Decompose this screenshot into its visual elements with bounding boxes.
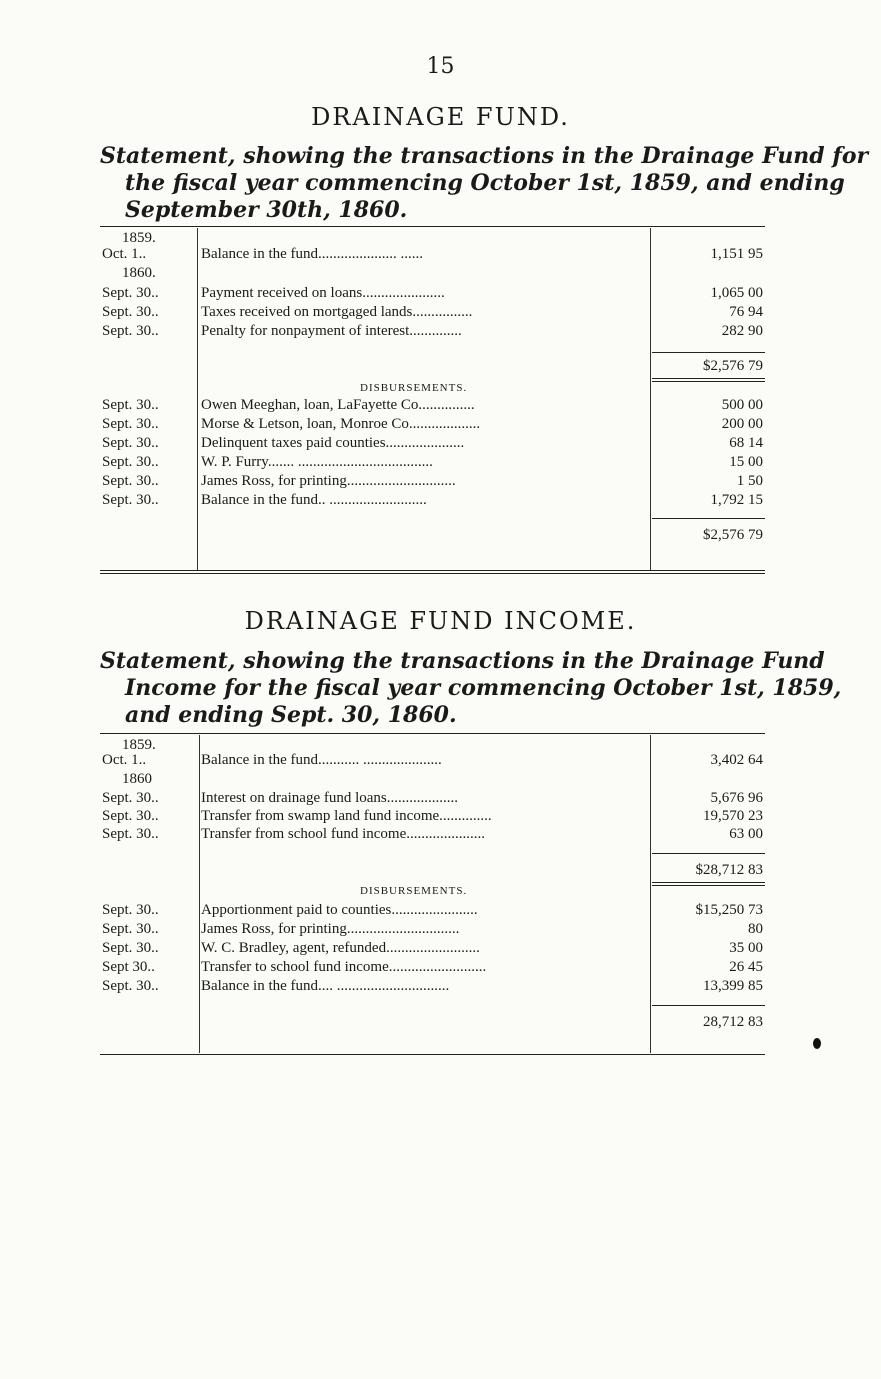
row-description: Transfer from swamp land fund income..............: [201, 808, 492, 824]
row-description: Balance in the fund.. ..........................: [201, 492, 427, 508]
row-description: W. P. Furry....... ....................................: [201, 454, 433, 470]
row-date: Sept. 30..: [102, 978, 159, 994]
row-description: W. C. Bradley, agent, refunded.........................: [201, 940, 480, 956]
ledger-row: [100, 285, 765, 303]
row-date: Sept. 30..: [102, 454, 159, 470]
ledger-row: [100, 304, 765, 322]
section-bottom-rule: [100, 573, 765, 574]
row-amount: 63 00: [729, 826, 763, 842]
row-description: Balance in the fund..................... ......: [201, 246, 424, 262]
row-description: Balance in the fund........... .....................: [201, 752, 442, 768]
row-date: Sept. 30..: [102, 492, 159, 508]
receipts-total: $2,576 79: [703, 358, 763, 374]
disbursements-label: DISBURSEMENTS.: [360, 885, 468, 897]
section-heading-drainage-fund-income: DRAINAGE FUND INCOME.: [244, 607, 637, 635]
row-date: Sept. 30..: [102, 902, 159, 918]
year-label: 1860: [122, 771, 152, 787]
section-heading-drainage-fund: DRAINAGE FUND.: [311, 103, 570, 131]
row-description: Payment received on loans......................: [201, 285, 445, 301]
row-description: Balance in the fund.... ..............................: [201, 978, 450, 994]
row-amount: 5,676 96: [710, 790, 763, 806]
ledger-row: [100, 752, 765, 770]
row-amount: 3,402 64: [710, 752, 763, 768]
row-description: James Ross, for printing..............................: [201, 921, 460, 937]
row-amount: 282 90: [721, 323, 763, 339]
column-divider: [650, 735, 651, 1053]
row-amount: 15 00: [729, 454, 763, 470]
sum-rule: [652, 381, 765, 382]
disbursements-total: 28,712 83: [703, 1014, 763, 1030]
ledger-table-drainage-fund-income: [100, 735, 765, 1053]
row-description: Taxes received on mortgaged lands................: [201, 304, 473, 320]
row-date: Sept. 30..: [102, 826, 159, 842]
row-amount: 76 94: [729, 304, 763, 320]
row-date: Sept 30..: [102, 959, 155, 975]
row-date: Sept. 30..: [102, 921, 159, 937]
sum-rule: [652, 1005, 765, 1006]
row-amount: 35 00: [729, 940, 763, 956]
ink-speck: [813, 1038, 821, 1049]
ledger-row: [100, 473, 765, 491]
row-amount: 68 14: [729, 435, 763, 451]
row-date: Sept. 30..: [102, 790, 159, 806]
section-bottom-rule: [100, 570, 765, 571]
row-date: Sept. 30..: [102, 285, 159, 301]
statement-caption: [100, 143, 869, 224]
row-amount: $15,250 73: [695, 902, 763, 918]
ledger-row: [100, 492, 765, 510]
sum-rule: [652, 853, 765, 854]
sum-rule: [652, 378, 765, 379]
statement-line: Statement, showing the transactions in the Drainage Fund for: [100, 143, 869, 169]
disbursements-total: $2,576 79: [703, 527, 763, 543]
ledger-row: [100, 246, 765, 264]
row-date: Oct. 1..: [102, 246, 147, 262]
row-amount: 19,570 23: [703, 808, 763, 824]
row-amount: 500 00: [721, 397, 763, 413]
ledger-row: [100, 454, 765, 472]
ledger-row: [100, 808, 765, 826]
row-amount: 1 50: [736, 473, 763, 489]
ledger-row: [100, 940, 765, 958]
ledger-row: [100, 959, 765, 977]
statement-line: Income for the fiscal year commencing October 1st, 1859,: [125, 675, 842, 701]
row-amount: 80: [748, 921, 763, 937]
ledger-row: [100, 902, 765, 920]
row-description: Delinquent taxes paid counties.....................: [201, 435, 465, 451]
row-amount: 200 00: [721, 416, 763, 432]
statement-caption: [100, 648, 842, 729]
statement-line: the fiscal year commencing October 1st, 1859, and ending: [125, 170, 845, 196]
sum-rule: [652, 518, 765, 519]
row-amount: 1,065 00: [710, 285, 763, 301]
page-number: 15: [426, 54, 455, 79]
row-description: Interest on drainage fund loans...................: [201, 790, 459, 806]
year-label: 1859.: [122, 230, 156, 246]
row-amount: 13,399 85: [703, 978, 763, 994]
column-divider: [199, 735, 200, 1053]
row-description: Penalty for nonpayment of interest..............: [201, 323, 462, 339]
ledger-row: [100, 435, 765, 453]
ledger-row: [100, 978, 765, 996]
ledger-row: [100, 790, 765, 808]
sum-rule: [652, 352, 765, 353]
row-description: Owen Meeghan, loan, LaFayette Co...............: [201, 397, 475, 413]
row-date: Oct. 1..: [102, 752, 147, 768]
ledger-row: [100, 323, 765, 341]
year-label: 1860.: [122, 265, 156, 281]
statement-line: and ending Sept. 30, 1860.: [125, 702, 457, 728]
row-description: Transfer to school fund income..........................: [201, 959, 487, 975]
ledger-row: [100, 416, 765, 434]
disbursements-label: DISBURSEMENTS.: [360, 382, 468, 394]
ledger-row: [100, 921, 765, 939]
top-rule: [100, 226, 765, 227]
row-description: Transfer from school fund income.....................: [201, 826, 485, 842]
row-date: Sept. 30..: [102, 473, 159, 489]
row-amount: 1,151 95: [710, 246, 763, 262]
row-description: Morse & Letson, loan, Monroe Co...................: [201, 416, 481, 432]
row-description: James Ross, for printing.............................: [201, 473, 456, 489]
row-date: Sept. 30..: [102, 808, 159, 824]
year-label: 1859.: [122, 737, 156, 753]
row-description: Apportionment paid to counties.......................: [201, 902, 478, 918]
sum-rule: [652, 885, 765, 886]
ledger-row: [100, 397, 765, 415]
row-amount: 26 45: [729, 959, 763, 975]
statement-line: Statement, showing the transactions in the Drainage Fund: [100, 648, 825, 674]
sum-rule: [652, 882, 765, 883]
top-rule: [100, 733, 765, 734]
row-amount: 1,792 15: [710, 492, 763, 508]
receipts-total: $28,712 83: [695, 862, 763, 878]
row-date: Sept. 30..: [102, 323, 159, 339]
statement-line: September 30th, 1860.: [125, 197, 408, 223]
row-date: Sept. 30..: [102, 416, 159, 432]
row-date: Sept. 30..: [102, 940, 159, 956]
row-date: Sept. 30..: [102, 435, 159, 451]
row-date: Sept. 30..: [102, 397, 159, 413]
section-bottom-rule: [100, 1054, 765, 1055]
ledger-table-drainage-fund: [100, 228, 765, 570]
row-date: Sept. 30..: [102, 304, 159, 320]
ledger-row: [100, 826, 765, 844]
